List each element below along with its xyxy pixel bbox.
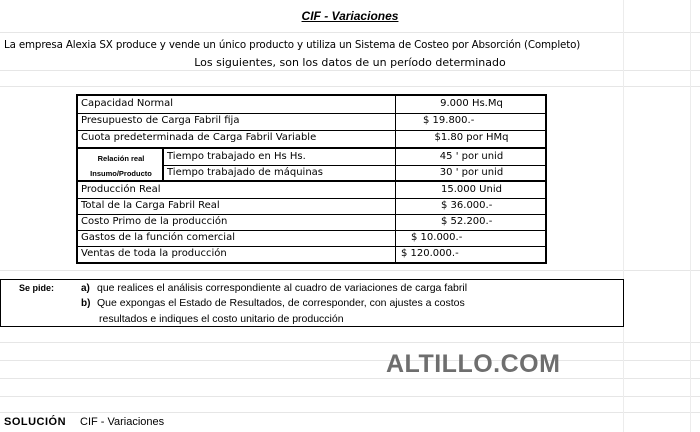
- grid-line: [0, 412, 700, 413]
- subtitle-text: Los siguientes, son los datos de un período determinado: [194, 56, 506, 69]
- row-label: Costo Primo de la producción: [81, 216, 228, 227]
- row-label: Presupuesto de Carga Fabril fija: [81, 115, 240, 126]
- row-label: Tiempo trabajado en Hs Hs.: [167, 151, 306, 162]
- row-value: $ 19.800.-: [423, 115, 475, 126]
- row-label: Cuota predeterminada de Carga Fabril Variable: [81, 132, 317, 143]
- grid-line: [0, 378, 700, 379]
- row-label: Producción Real: [81, 184, 161, 195]
- column-separator: [395, 96, 396, 262]
- item-letter: a): [81, 283, 90, 294]
- row-value: 9.000 Hs.Mq: [440, 98, 503, 109]
- grid-line: [0, 396, 700, 397]
- solucion-subtitle: CIF - Variaciones: [80, 416, 165, 428]
- row-value: $ 10.000.-: [411, 232, 463, 243]
- row-value: 45 ' por unid: [439, 151, 504, 162]
- grid-line: [0, 360, 700, 361]
- grid-line: [0, 32, 700, 33]
- insumo-producto-label: Insumo/Producto: [90, 169, 152, 178]
- grid-line: [0, 86, 700, 87]
- se-pide-box: [0, 279, 624, 327]
- row-value: $ 36.000.-: [441, 200, 493, 211]
- page-title: CIF - Variaciones: [301, 9, 399, 23]
- row-label: Ventas de toda la producción: [81, 248, 227, 259]
- relacion-box: [78, 147, 164, 182]
- row-value: 15.000 Unid: [441, 184, 502, 195]
- item-text-continuation: resultados e indiques el costo unitario de producción: [99, 313, 344, 325]
- se-pide-label: Se pide:: [19, 283, 55, 293]
- row-label: Total de la Carga Fabril Real: [81, 200, 220, 211]
- row-value: $1.80 por HMq: [434, 132, 509, 143]
- item-letter: b): [81, 298, 91, 309]
- row-value: $ 120.000.-: [401, 248, 459, 259]
- grid-line: [0, 270, 700, 271]
- row-label: Capacidad Normal: [81, 98, 174, 109]
- row-label: Tiempo trabajado de máquinas: [167, 167, 323, 178]
- row-label: Gastos de la función comercial: [81, 232, 235, 243]
- intro-text: La empresa Alexia SX produce y vende un único producto y utiliza un Sistema de Costeo por Absorción (Completo): [4, 39, 581, 51]
- relacion-label: Relación real: [97, 154, 145, 163]
- row-value: $ 52.200.-: [441, 216, 493, 227]
- item-text: Que expongas el Estado de Resultados, de corresponder, con ajustes a costos: [97, 297, 465, 309]
- solucion-label: SOLUCIÓN: [4, 416, 67, 428]
- grid-line: [0, 70, 700, 71]
- item-text: que realices el análisis correspondiente al cuadro de variaciones de carga fabril: [97, 282, 468, 294]
- data-table: [76, 94, 547, 264]
- row-value: 30 ' por unid: [439, 167, 504, 178]
- grid-line: [0, 342, 700, 343]
- watermark: ALTILLO.COM: [386, 350, 561, 378]
